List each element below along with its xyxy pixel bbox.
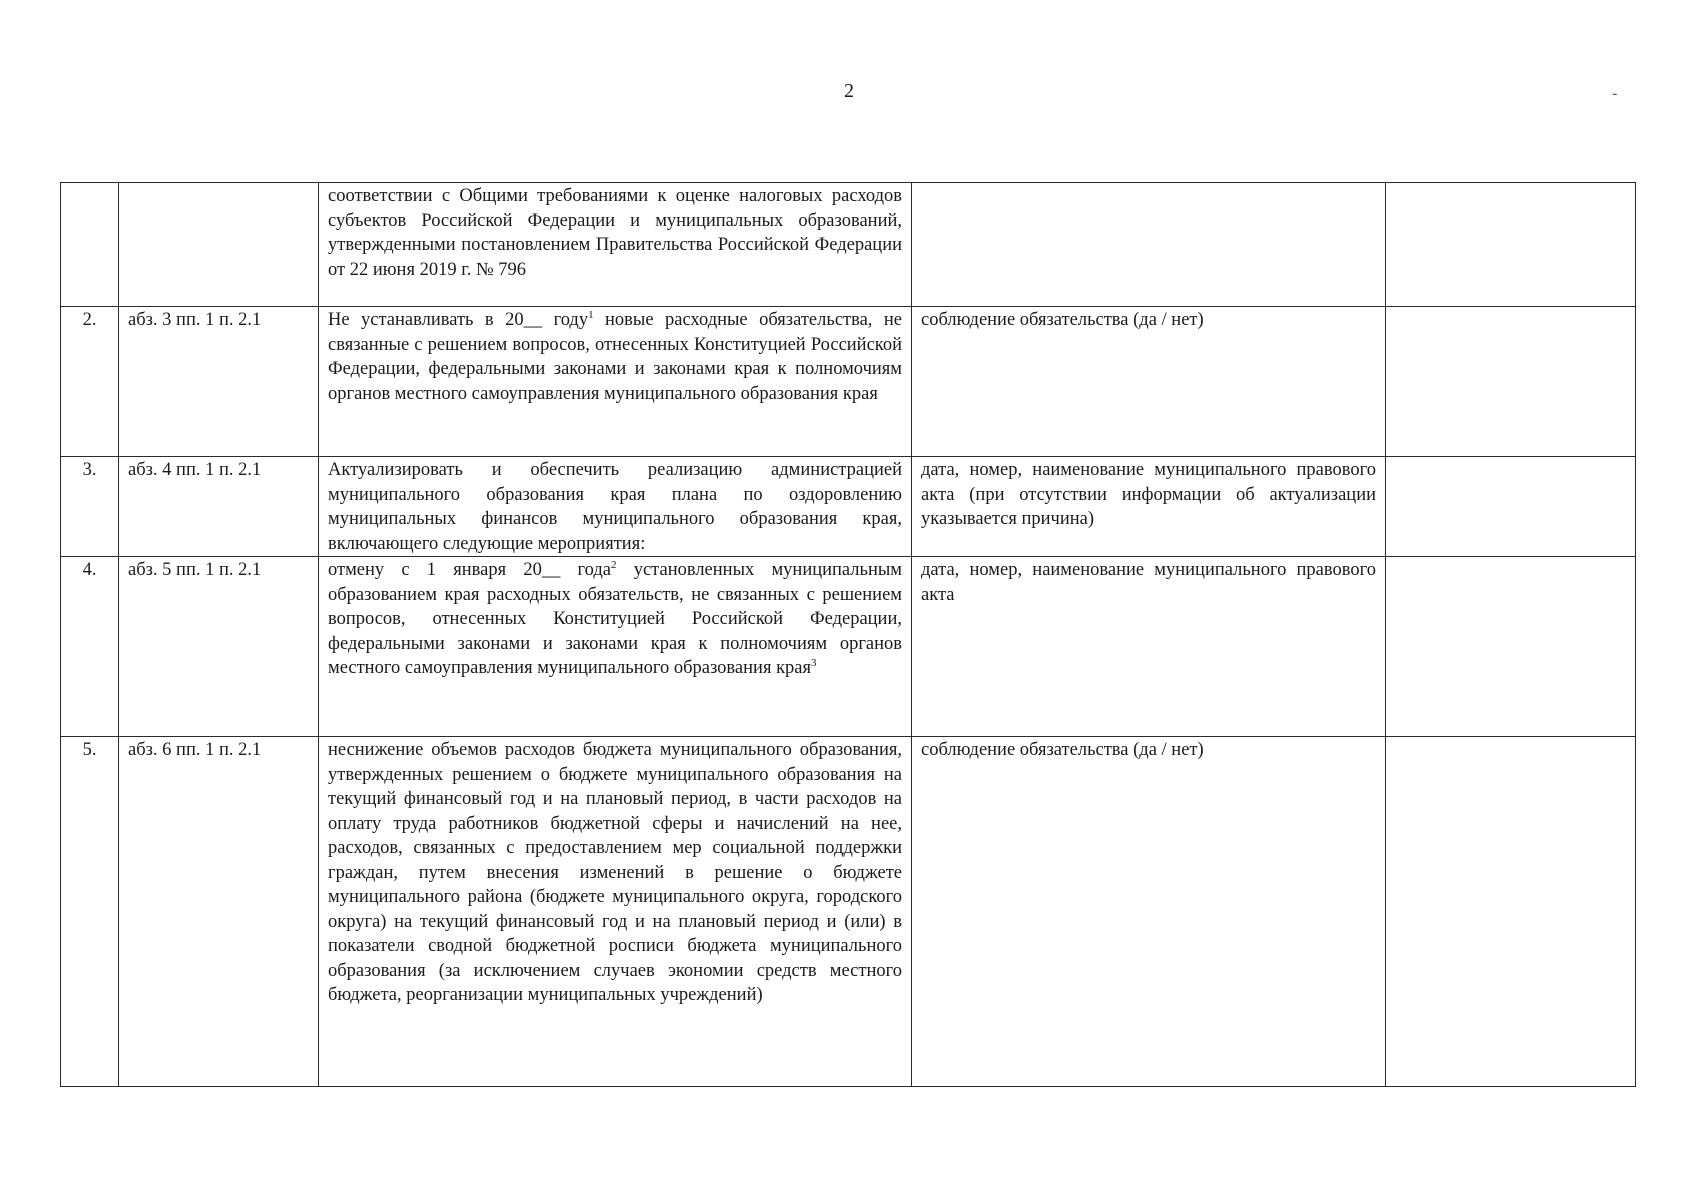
table-row [61,457,1636,557]
row-indicator: соблюдение обязательства (да / нет) [912,307,1386,457]
row-number: 4. [61,557,119,737]
table-row [61,557,1636,737]
row-reference: абз. 3 пп. 1 п. 2.1 [119,307,319,457]
footnote-marker: 2 [611,558,617,571]
table-row [61,737,1636,1087]
row-obligation-text [319,183,912,307]
obligation-text-continued: установленных муниципальным образованием края расходных обязательств, не связанных с решением вопросов, отнесенных Конституцией Российской Федерации, федеральными законами и законами края к полномочиям органов местного самоуправления муниципального образования края [328,560,902,678]
row-number [61,183,119,307]
row-value [1386,183,1636,307]
footnote-marker: 1 [588,308,594,321]
obligation-text: соответствии с Общими требованиями к оценке налоговых расходов субъектов Российской Федерации и муниципальных образований, утвержденными постановлением Правительства Российской Федерации от 22 июня 2019 г. № 796 [328,186,902,280]
row-reference [119,183,319,307]
obligations-table [60,182,1636,1087]
row-obligation-text [319,457,912,557]
row-number: 3. [61,457,119,557]
row-reference: абз. 6 пп. 1 п. 2.1 [119,737,319,1087]
row-indicator: дата, номер, наименование муниципального правового акта (при отсутствии информации об актуализации указывается причина) [912,457,1386,557]
row-number: 5. [61,737,119,1087]
table-row [61,183,1636,307]
footnote-marker: 3 [811,656,817,669]
row-indicator: дата, номер, наименование муниципального правового акта [912,557,1386,737]
obligation-text: отмену с 1 января 20__ года [328,560,611,580]
row-value [1386,557,1636,737]
obligation-text-continued: новые расходные обязательства, не связанные с решением вопросов, отнесенных Конституцией Российской Федерации, федеральными законами и законами края к полномочиям органов местного самоуправления муниципального образования края [328,310,902,404]
table-row [61,307,1636,457]
row-indicator: соблюдение обязательства (да / нет) [912,737,1386,1087]
obligation-text: неснижение объемов расходов бюджета муниципального образования, утвержденных решением о бюджете муниципального образования на текущий финансовый год и на плановый период, в части расходов на оплату труда работников бюджетной сферы и начислений на нее, расходов, связанных с предоставлением мер социальной поддержки граждан, путем внесения изменений в решение о бюджете муниципального района (бюджете муниципального округа, городского округа) на текущий финансовый год и на плановый период и (или) в показатели сводной бюджетной росписи бюджета муниципального образования (за исключением случаев экономии средств местного бюджета, реорганизации муниципальных учреждений) [328,740,902,1005]
row-reference: абз. 4 пп. 1 п. 2.1 [119,457,319,557]
row-reference: абз. 5 пп. 1 п. 2.1 [119,557,319,737]
row-obligation-text [319,307,912,457]
row-value [1386,737,1636,1087]
row-obligation-text [319,737,912,1087]
row-number: 2. [61,307,119,457]
obligation-text: Актуализировать и обеспечить реализацию администрацией муниципального образования края плана по оздоровлению муниципальных финансов муниципального образования края, включающего следующие мероприятия: [328,460,902,554]
stray-mark: - [1612,85,1618,102]
row-value [1386,307,1636,457]
row-value [1386,457,1636,557]
row-obligation-text [319,557,912,737]
obligation-text: Не устанавливать в 20__ году [328,310,589,330]
row-indicator [912,183,1386,307]
page-number: 2 [844,80,854,102]
